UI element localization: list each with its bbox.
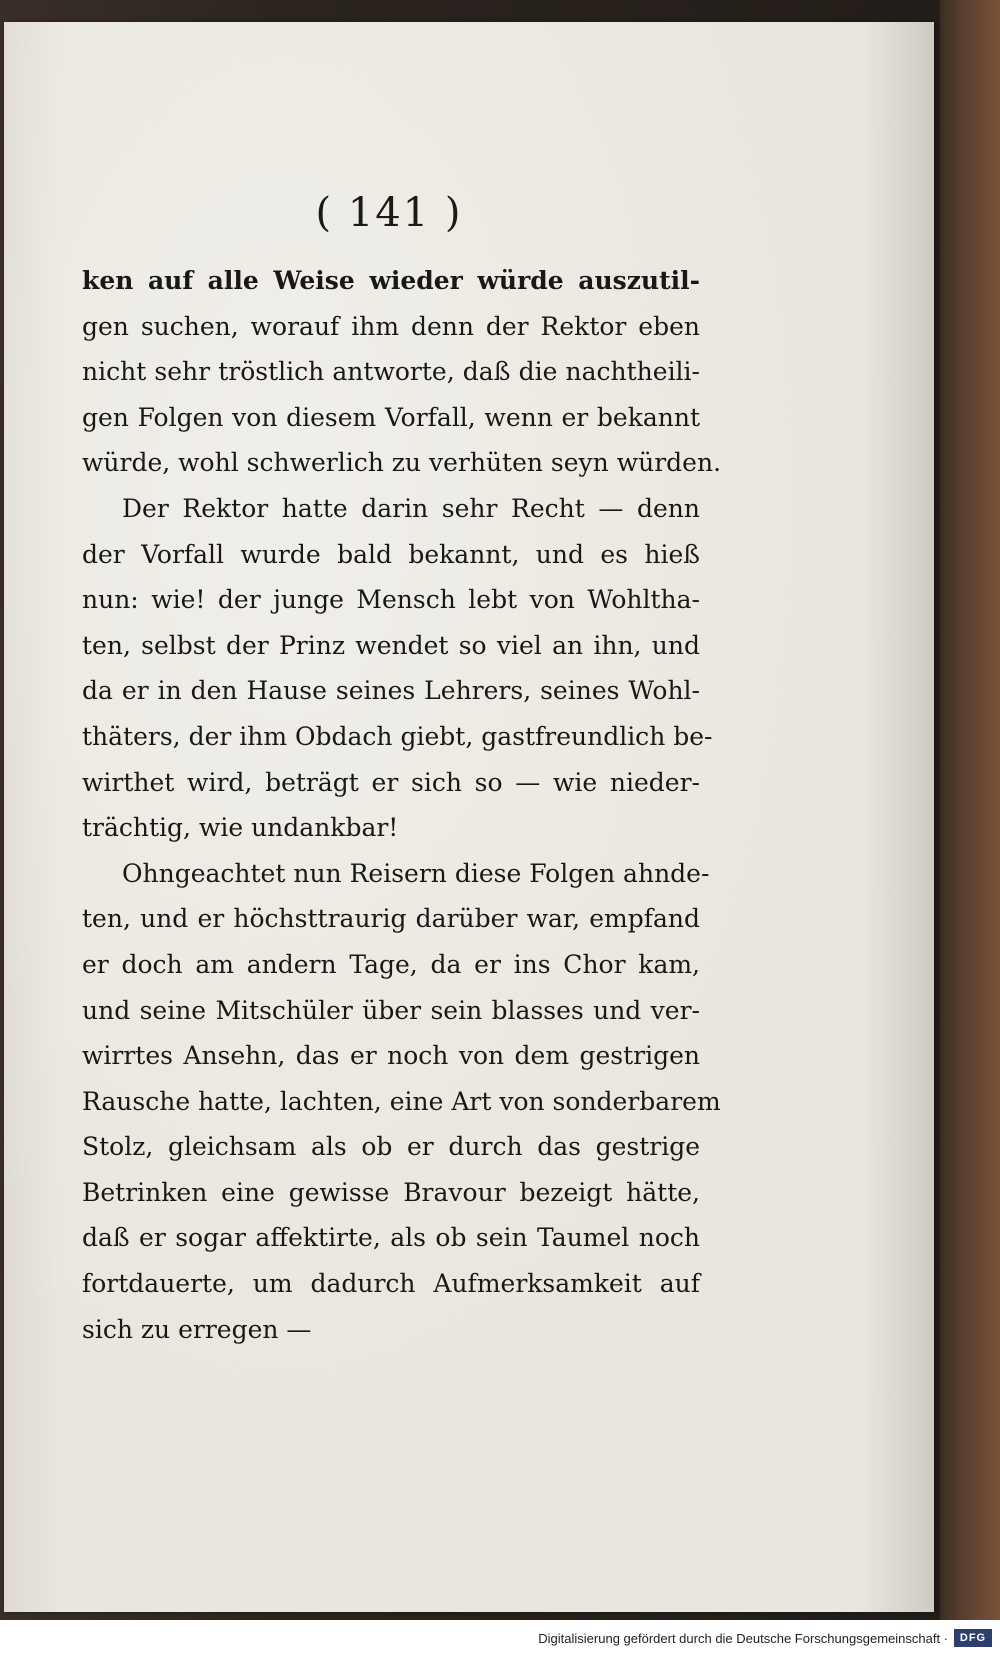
text-line: thäters, der ihm Obdach giebt, gastfreundlich be- (82, 721, 713, 751)
text-line: da er in den Hause seines Lehrers, seines Wohl- (82, 676, 700, 706)
dfg-logo: DFG (954, 1629, 992, 1647)
text-line: fortdauerte, um dadurch Aufmerksamkeit auf (82, 1269, 700, 1299)
digitization-footer (0, 1620, 1000, 1654)
text-line: nun: wie! der junge Mensch lebt von Wohltha- (82, 585, 700, 615)
text-line: Der Rektor hatte darin sehr Recht — denn (122, 493, 700, 523)
text-line: trächtig, wie undankbar! (82, 813, 399, 843)
text-line: ten, selbst der Prinz wendet so viel an ihn, und (82, 630, 700, 660)
text-line: wirrtes Ansehn, das er noch von dem gestrigen (82, 1041, 700, 1071)
text-line: wirthet wird, beträgt er sich so — wie nieder- (82, 767, 700, 797)
text-line: Betrinken eine gewisse Bravour bezeigt hätte, (82, 1177, 700, 1207)
text-line: würde, wohl schwerlich zu verhüten seyn würden. (82, 448, 722, 478)
text-line: Stolz, gleichsam als ob er durch das gestrige (82, 1132, 700, 1162)
text-line: ken auf alle Weise wieder würde auszutil- (82, 266, 700, 295)
text-line: der Vorfall wurde bald bekannt, und es hieß (82, 539, 700, 569)
text-line: Ohngeachtet nun Reisern diese Folgen ahnde- (122, 858, 710, 888)
book-cover-edge (940, 0, 1000, 1620)
text-line: gen Folgen von diesem Vorfall, wenn er bekannt (82, 402, 700, 432)
page-number: ( 141 ) (315, 190, 463, 236)
text-line: und seine Mitschüler über sein blasses und ver- (82, 995, 700, 1025)
text-line: ten, und er höchsttraurig darüber war, empfand (82, 904, 700, 934)
text-line: nicht sehr tröstlich antworte, daß die nachtheili- (82, 357, 700, 387)
text-line: daß er sogar affektirte, als ob sein Taumel noch (82, 1223, 700, 1253)
body-text (82, 258, 722, 1352)
text-line: sich zu erregen — (82, 1314, 312, 1344)
text-line: gen suchen, worauf ihm denn der Rektor eben (82, 311, 700, 341)
funding-credit: Digitalisierung gefördert durch die Deutsche Forschungsgemeinschaft · (538, 1631, 948, 1646)
book-page (4, 22, 934, 1612)
text-line: er doch am andern Tage, da er ins Chor kam, (82, 949, 700, 979)
text-line: Rausche hatte, lachten, eine Art von sonderbarem (82, 1086, 721, 1116)
